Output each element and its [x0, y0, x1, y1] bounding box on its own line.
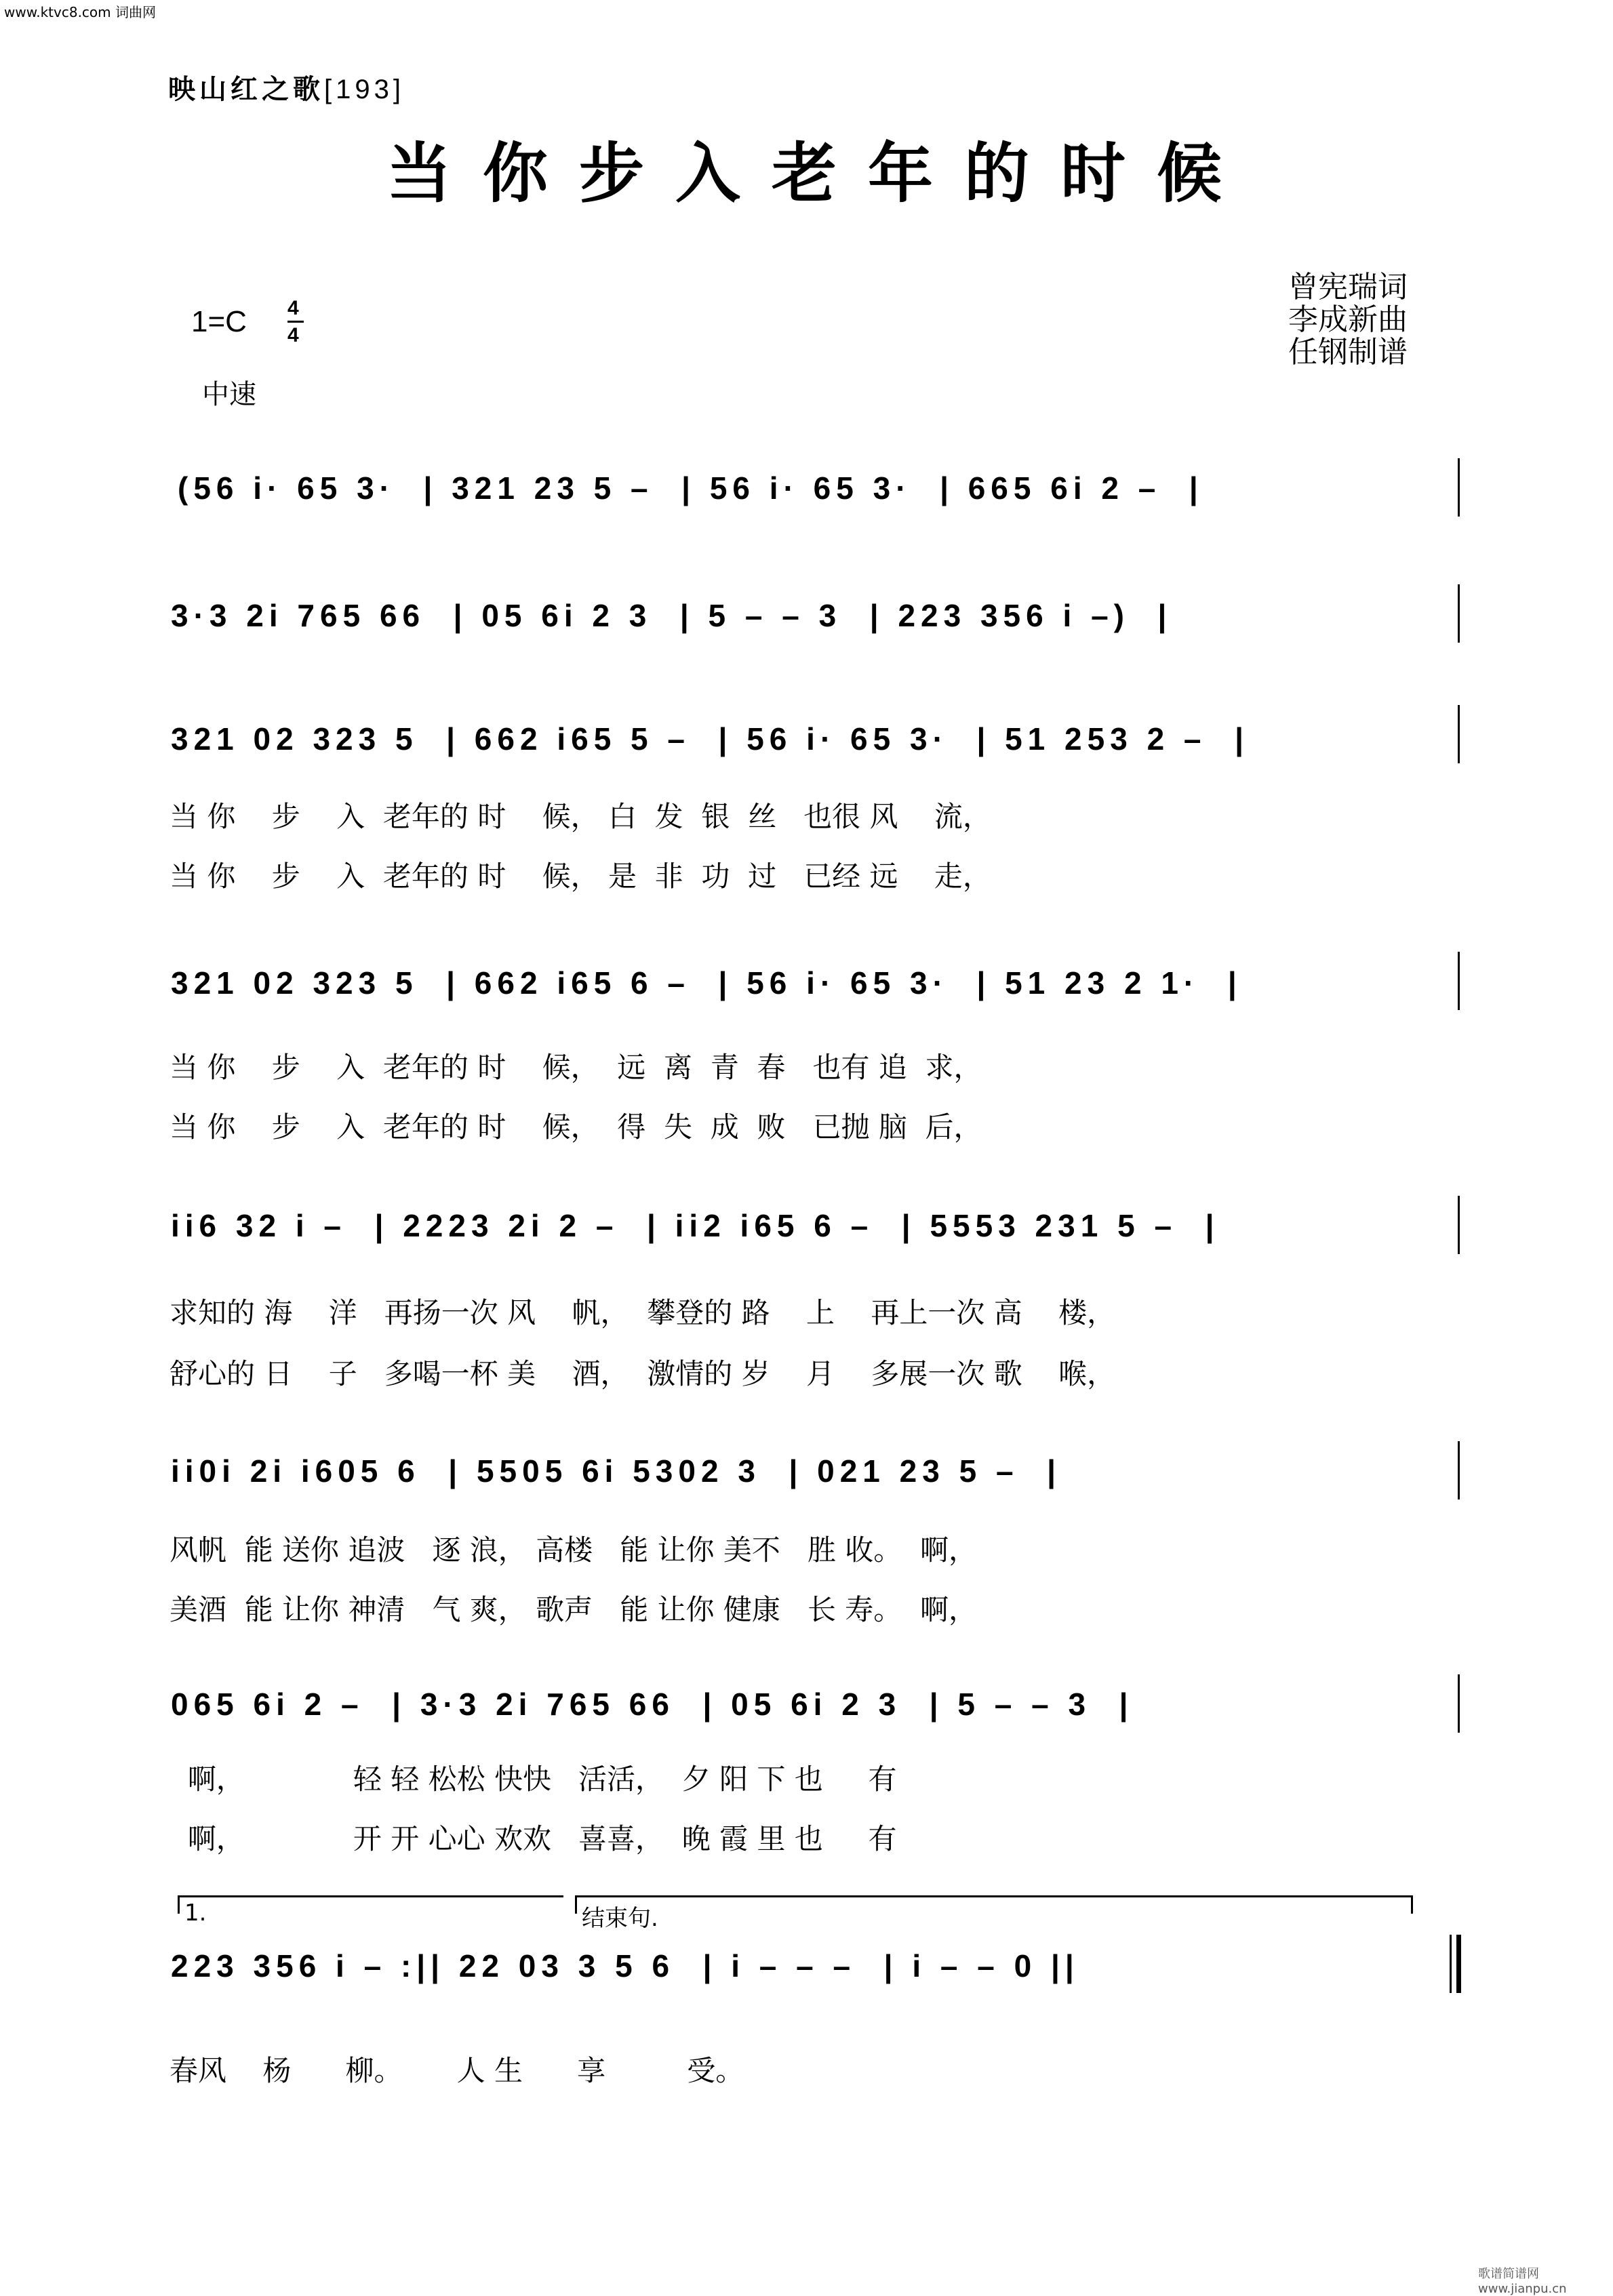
volta-1-label: 1.	[184, 1899, 207, 1927]
volta-2-bracket	[575, 1895, 1413, 1914]
series-number: [193]	[324, 75, 405, 104]
series-label	[168, 68, 405, 106]
system-4-end-bar	[1458, 952, 1460, 1010]
volta-2-label: 结束句.	[582, 1905, 658, 1932]
system-6-lyric-verse-2: 美酒 能 让你 神清 气 爽， 歌声 能 让你 健康 长 寿。 啊，	[170, 1593, 978, 1626]
site-watermark-top: www.ktvc8.com 词曲网	[4, 4, 157, 20]
time-signature-top: 4	[287, 297, 299, 319]
system-8-notes: 223 356 i – :|| 22 03 3 5 6 | i – – – | i – – 0 ||	[171, 1948, 1079, 1983]
final-bar-thick	[1456, 1935, 1461, 1993]
system-6-lyric-verse-1: 风帆 能 送你 追波 逐 浪， 高楼 能 让你 美不 胜 收。 啊，	[170, 1533, 978, 1567]
system-7-lyric-verse-1: 啊， 轻 轻 松松 快快 活活， 夕 阳 下 也 有	[170, 1763, 897, 1796]
key-signature: 1=C	[191, 305, 247, 338]
system-5-lyric-verse-2: 舒心的 日 子 多喝一杯 美 酒， 激情的 岁 月 多展一次 歌 喉，	[170, 1357, 1116, 1390]
system-8-lyric: 春风 杨 柳。 人 生 享 受。	[170, 2054, 744, 2087]
system-5-end-bar	[1458, 1196, 1460, 1254]
system-1-notes: (56 i· 65 3· | 321 23 5 – | 56 i· 65 3· | 665 6i 2 – |	[178, 470, 1203, 506]
time-signature-bottom: 4	[287, 324, 299, 346]
system-5-lyric-verse-1: 求知的 海 洋 再扬一次 风 帆， 攀登的 路 上 再上一次 高 楼，	[170, 1296, 1116, 1329]
tempo-marking: 中速	[202, 379, 256, 410]
site-watermark-bottom: 歌谱简谱网 www.jianpu.cn	[1478, 2267, 1567, 2296]
song-title: 当你步入老年的时候	[386, 136, 1253, 212]
system-5-notes: ii6 32 i – | 2223 2i 2 – | ii2 i65 6 – | 5553 231 5 – |	[171, 1208, 1220, 1243]
volta-1-bracket	[178, 1895, 563, 1914]
system-3-lyric-verse-1: 当 你 步 入 老年的 时 候， 白 发 银 丝 也很 风 流，	[170, 800, 991, 833]
system-7-end-bar	[1458, 1674, 1460, 1733]
time-signature-line	[287, 321, 304, 323]
composer-credit: 李成新曲	[1288, 302, 1408, 337]
system-3-notes: 321 02 323 5 | 662 i65 5 – | 56 i· 65 3· | 51 253 2 – |	[171, 721, 1249, 757]
series-name: 映山红之歌	[168, 74, 324, 105]
final-bar-thin	[1450, 1935, 1452, 1993]
system-1-end-bar	[1458, 458, 1460, 517]
system-6-end-bar	[1458, 1441, 1460, 1499]
lyricist-credit: 曾宪瑞词	[1288, 270, 1408, 304]
system-7-lyric-verse-2: 啊， 开 开 心心 欢欢 喜喜， 晚 霞 里 也 有	[170, 1822, 897, 1855]
credits	[1288, 271, 1408, 369]
arranger-credit: 任钢制谱	[1288, 335, 1408, 369]
system-6-notes: ii0i 2i i605 6 | 5505 6i 5302 3 | 021 23 5 – |	[171, 1453, 1061, 1489]
system-3-end-bar	[1458, 705, 1460, 763]
system-2-notes: 3·3 2i 765 66 | 05 6i 2 3 | 5 – – 3 | 223 356 i –) |	[171, 598, 1172, 633]
system-3-lyric-verse-2: 当 你 步 入 老年的 时 候， 是 非 功 过 已经 远 走，	[170, 860, 991, 893]
system-2-end-bar	[1458, 584, 1460, 643]
system-4-lyric-verse-1: 当 你 步 入 老年的 时 候， 远 离 青 春 也有 追 求，	[170, 1051, 982, 1084]
system-7-notes: 065 6i 2 – | 3·3 2i 765 66 | 05 6i 2 3 | 5 – – 3 |	[171, 1687, 1134, 1722]
system-4-lyric-verse-2: 当 你 步 入 老年的 时 候， 得 失 成 败 已抛 脑 后，	[170, 1110, 982, 1144]
system-4-notes: 321 02 323 5 | 662 i65 6 – | 56 i· 65 3· | 51 23 2 1· |	[171, 965, 1242, 1001]
